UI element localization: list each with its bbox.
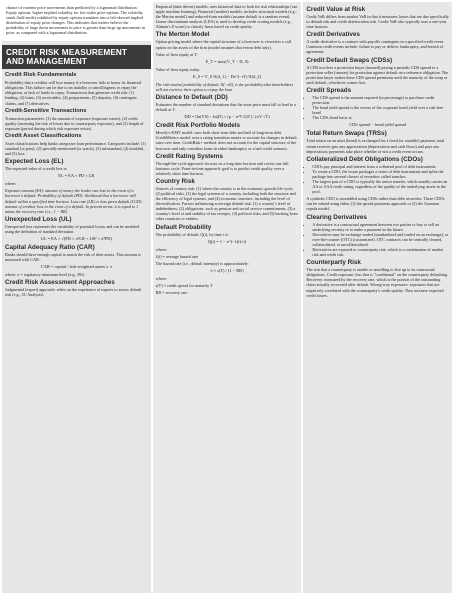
heading-credit-spreads: Credit Spreads <box>306 86 352 94</box>
heading-clearing-derivatives: Clearing Derivatives <box>306 213 367 221</box>
list-item: • The CDS–bond basis is: <box>312 115 449 120</box>
middle-column <box>153 2 302 593</box>
car-formula: CAR = capital / risk-weighted assets ≥ π <box>40 264 112 270</box>
dd-text: Estimates the number of standard deviations that the asset price must fall to lead to a default at T: <box>155 102 296 113</box>
equity-formula: E_T = max(V_T − D, 0) <box>205 58 249 64</box>
left-column <box>2 2 151 593</box>
heading-credit-derivatives: Credit Derivatives <box>306 31 360 39</box>
heading-distance-to-default: Distance to Default (DD) <box>155 94 228 102</box>
ul-formula: UL = EA × √(PD × σ²LR + LR² × σ²PD) <box>40 236 112 242</box>
equity0-formula: E_0 = V_0 N(d_1) − De^(−rT) N(d_2) <box>192 73 262 79</box>
heading-unexpected-loss: Unexpected Loss (UL) <box>5 215 72 223</box>
synthetic-cdo-text: A synthetic CDO is assembled using CDSs rather than debt securities. These CDOs can be valued using either (1) the spread payments approach or (2) the Gaussian copula model. <box>306 196 445 212</box>
pd-lambda: λ(t) = average hazard rate <box>155 253 199 259</box>
heading-total-return-swaps: Total Return Swaps (TRSs) <box>306 130 387 138</box>
assess-text: Judgmental (expert) approach: relies on the experience of experts to assess default risk (e.g., 5C Analysis). <box>5 287 142 298</box>
equity0-label: Value of firm equity today: <box>155 66 201 72</box>
el-formula: EL = EA × PD × LR <box>58 173 95 179</box>
el-text: The expected value of a credit loss is: <box>5 166 68 172</box>
list-item: • CDOs pay principal and interest from a collateral pool of debt instruments. <box>312 164 449 169</box>
heading-credit-risk-portfolio-models: Credit Risk Portfolio Models <box>155 122 240 130</box>
risk-neutral-text: The risk-neutral probability of default, N(−d2), is the probability that shareholders will not exercise their option to repay the loan. <box>155 81 294 92</box>
list-item: • The bond yield spread is the excess of the corporate bond yield over a risk-free bond. <box>312 105 449 115</box>
list-item: • The largest part of a CDO is typically the senior tranche, which usually carries an AA or AAA credit rating, regardless of the quality of the underlying assets in the pool. <box>312 179 449 194</box>
car-text: Banks should have enough capital to match the risk of their assets. This amount is measured with CAR: <box>5 252 141 263</box>
heading-counterparty-risk: Counterparty Risk <box>306 259 361 267</box>
heading-credit-risk-fundamentals: Credit Risk Fundamentals <box>5 72 77 79</box>
hazard-where: where: <box>155 275 167 281</box>
basis-formula: CDS spread − bond yield spread <box>349 122 407 128</box>
clearing-list <box>306 222 449 258</box>
list-item: • To create a CDO, the issuer packages a series of debt instruments and splits the package into several classes of securities called tranches. <box>312 169 449 179</box>
heading-credit-value-at-risk: Credit Value at Risk <box>306 6 366 13</box>
heading-credit-default-swaps: Credit Default Swaps (CDSs) <box>306 56 393 64</box>
el-definitions: Exposure amount (EA): amount of money the lender can lose in the event of a borrower's default. Probability of default (PD): likelihood that a borrower will default within a specified time horizon. Loss rate (LR) or loss given default (LGD): amount of creditor loss in the event of a default. In percent terms, it is equal to 1 minus the recovery rate (i.e., 1 − RR). <box>5 188 143 214</box>
intro-box <box>2 2 151 41</box>
hazard-formula: λ ≈ s(T) / (1 − RR) <box>210 267 244 273</box>
pd-text: The probability of default, Q(t), by time t is: <box>155 231 230 237</box>
hazard-text: The hazard rate (i.e., default intensity) is approximately: <box>155 260 250 266</box>
heading-credit-rating-systems: Credit Rating Systems <box>155 152 223 160</box>
heading-expected-loss: Expected Loss (EL) <box>5 158 64 166</box>
portfolio-text: Moody's-KMV model: uses both short-term debt and half of long-term debt. CreditMetrics model: uses a rating transition matrix to account for changes in default rates over time. CreditRisk+ method: does not account for the capital structure of the borrower and only considers loans in either bankruptcy or a bad credit scenario. <box>155 130 297 151</box>
pd-formula: Q(t) = 1 − e^(−λ(t)×t) <box>207 238 247 244</box>
equity-label: Value of firm equity at T: <box>155 51 198 57</box>
heading-credit-sensitive-transactions: Credit-Sensitive Transactions <box>5 107 87 114</box>
deriv-text: A credit derivative is a contract with payoffs contingent on a specified credit event. Common credit events include: failure to pay or deliver, bankruptcy, and breach of agreement. <box>306 39 445 55</box>
ul-text: Unexpected loss represents the variability of potential losses and can be modeled using the definition of standard deviation. <box>5 223 140 234</box>
counterparty-text: The risk that a counterparty is unable or unwilling to live up to its contractual obligations. Credit exposure: loss that is "conditional" on the counterparty defaulting. Recovery: measured by the recovery rate, which is the portion of the outstanding claim actually recovered after default. Wrong-way exposures: exposures that are negatively correlated with the counterparty's credit quality. They increase expected credit losses. <box>306 267 448 298</box>
hazard-s: s(T) = credit spread for maturity T <box>155 283 213 288</box>
intro-text: chance of extreme price movements than predicted by a lognormal distribution. Equity options: higher implied volatility for low strike price options. The volatility smirk (half-smile) exhibited by equity options translates into a left-skewed implied distribution of equity price changes. This indicates that traders believe the probability of large down movements in price is greater than large up movements in price, as compared with a lognormal distribution. <box>6 5 146 36</box>
spreads-list <box>306 95 449 120</box>
pd-where: where: <box>155 246 167 252</box>
right-column <box>303 2 452 593</box>
asset-text: Asset classifications help banks categorize loan performance. Categories include: (1) standard (or pass), (2) specially mentioned (or watch), (3) substandard, (4) doubtful, and (5) loss. <box>5 140 146 157</box>
heading-collateralized-debt-obligations: Collateralized Debt Obligations (CDOs) <box>306 155 423 163</box>
list-item: • The CDS spread is the amount required (in percentage) to purchase credit protection. <box>312 95 449 105</box>
heading-credit-risk-assessment: Credit Risk Assessment Approaches <box>5 279 115 287</box>
heading-country-risk: Country Risk <box>155 177 195 185</box>
merton-text: Option pricing model where the capital structure of a borrower is viewed as a call option on the assets of the firm (model assumes short-term debt only). <box>155 39 291 50</box>
section-banner: CREDIT RISK MEASUREMENT AND MANAGEMENT <box>2 45 151 70</box>
cvar-text: Credit VaR differs from market VaR in that it measures losses that are due specifically to default risk and credit deterioration risk. Credit VaR also typically uses a one-year time horizon. <box>306 14 449 30</box>
el-where: where: <box>5 181 17 187</box>
hazard-rr: RR = recovery rate <box>155 290 188 296</box>
trs-text: Total return on an asset (bond) is exchanged for a fixed (or variable) payment; total return receiver gets any appreciation (depreciation and cash flows) and pays any depreciation; payments take place whether or not a credit event occurs. <box>306 138 445 154</box>
car-where: where: π = regulatory minimum level (e.g., 8%) <box>5 272 85 278</box>
sensitive-text: Transaction parameters: (1) the amount of exposure (exposure issues), (2) credit quality (assessing the risk of losses due to counterparty exposure), and (3) length of exposure (period during which risk exposure exists). <box>5 115 144 131</box>
list-item: • Derivatives are exposed to counterparty risk, which is a combination of market risk and credit risk. <box>312 247 449 257</box>
list-item: • A derivative is a contractual agreement between two parties to buy or sell an underlying security or to make a payment in the future. <box>312 222 449 232</box>
cdo-list <box>306 164 449 195</box>
heading-merton-model: The Merton Model <box>155 31 210 39</box>
heading-capital-adequacy-ratio: Capital Adequacy Ratio (CAR) <box>5 244 95 252</box>
empirical-models-text: Empirical (data-driven) models: uses historical data to look for risk relationships (can apply machine learning). Financial (market) models: includes structural models (e.g., the Merton model) and reduced-form models (assume default is a random event). Linear discriminant analysis (LDA) is used to develop credit scoring models (e.g., Altman's Z-score) to classify firms based on credit quality. <box>155 4 298 30</box>
heading-default-probability: Default Probability <box>155 223 212 231</box>
country-text: Sources of country risk: (1) where the country is in the economic growth life cycle, (2) political risks, (3) the legal systems of a country, including both the structure and the efficiency of legal systems, and (4) economic structure, including the level of diversification. Factors influencing sovereign default risk: (1) a country's level of indebtedness, (2) obligations, such as pension and social service commitments, (3) a country's level of and stability of tax receipts, (4) political risks, and (5) backing from other countries or entities. <box>155 185 298 222</box>
dd-formula: DD = [ln(V0) − ln(D) + (μ − σ²V/2)T] / (σV √T) <box>184 114 270 120</box>
heading-credit-asset-classifications: Credit Asset Classifications <box>5 132 82 139</box>
cds-text: A CDS involves a protection buyer (insured) paying a periodic CDS spread to a protection seller (insurer) for protection against default on a reference obligation. The protection buyer makes these CDS spread premiums until the maturity of the swap or until default, whichever comes first. <box>306 64 449 85</box>
list-item: • Derivatives may be exchange-traded (standardized and traded on an exchange), or over-the-counter (OTC) (customized). OTC contracts can be centrally cleared, collateralized, or uncollateralized. <box>312 232 449 247</box>
fundamentals-text: Probability that a creditor will lose money if a borrower fails to honor its financial obligations. This failure can be due to an inability or unwillingness to repay the obligation, or lack of funds to repay. Transactions that generate credit risk: (1) lending, (2) loans, (3) receivables, (4) prepayments, (5) deposits, (6) contingent claims, and (7) derivatives. <box>5 80 142 106</box>
rating-text: Through-the-cycle approach: focuses on a long time horizon and covers one full business cycle. Point-in-time approach: goal is to predict credit quality over a relatively short time horizon. <box>155 160 289 176</box>
